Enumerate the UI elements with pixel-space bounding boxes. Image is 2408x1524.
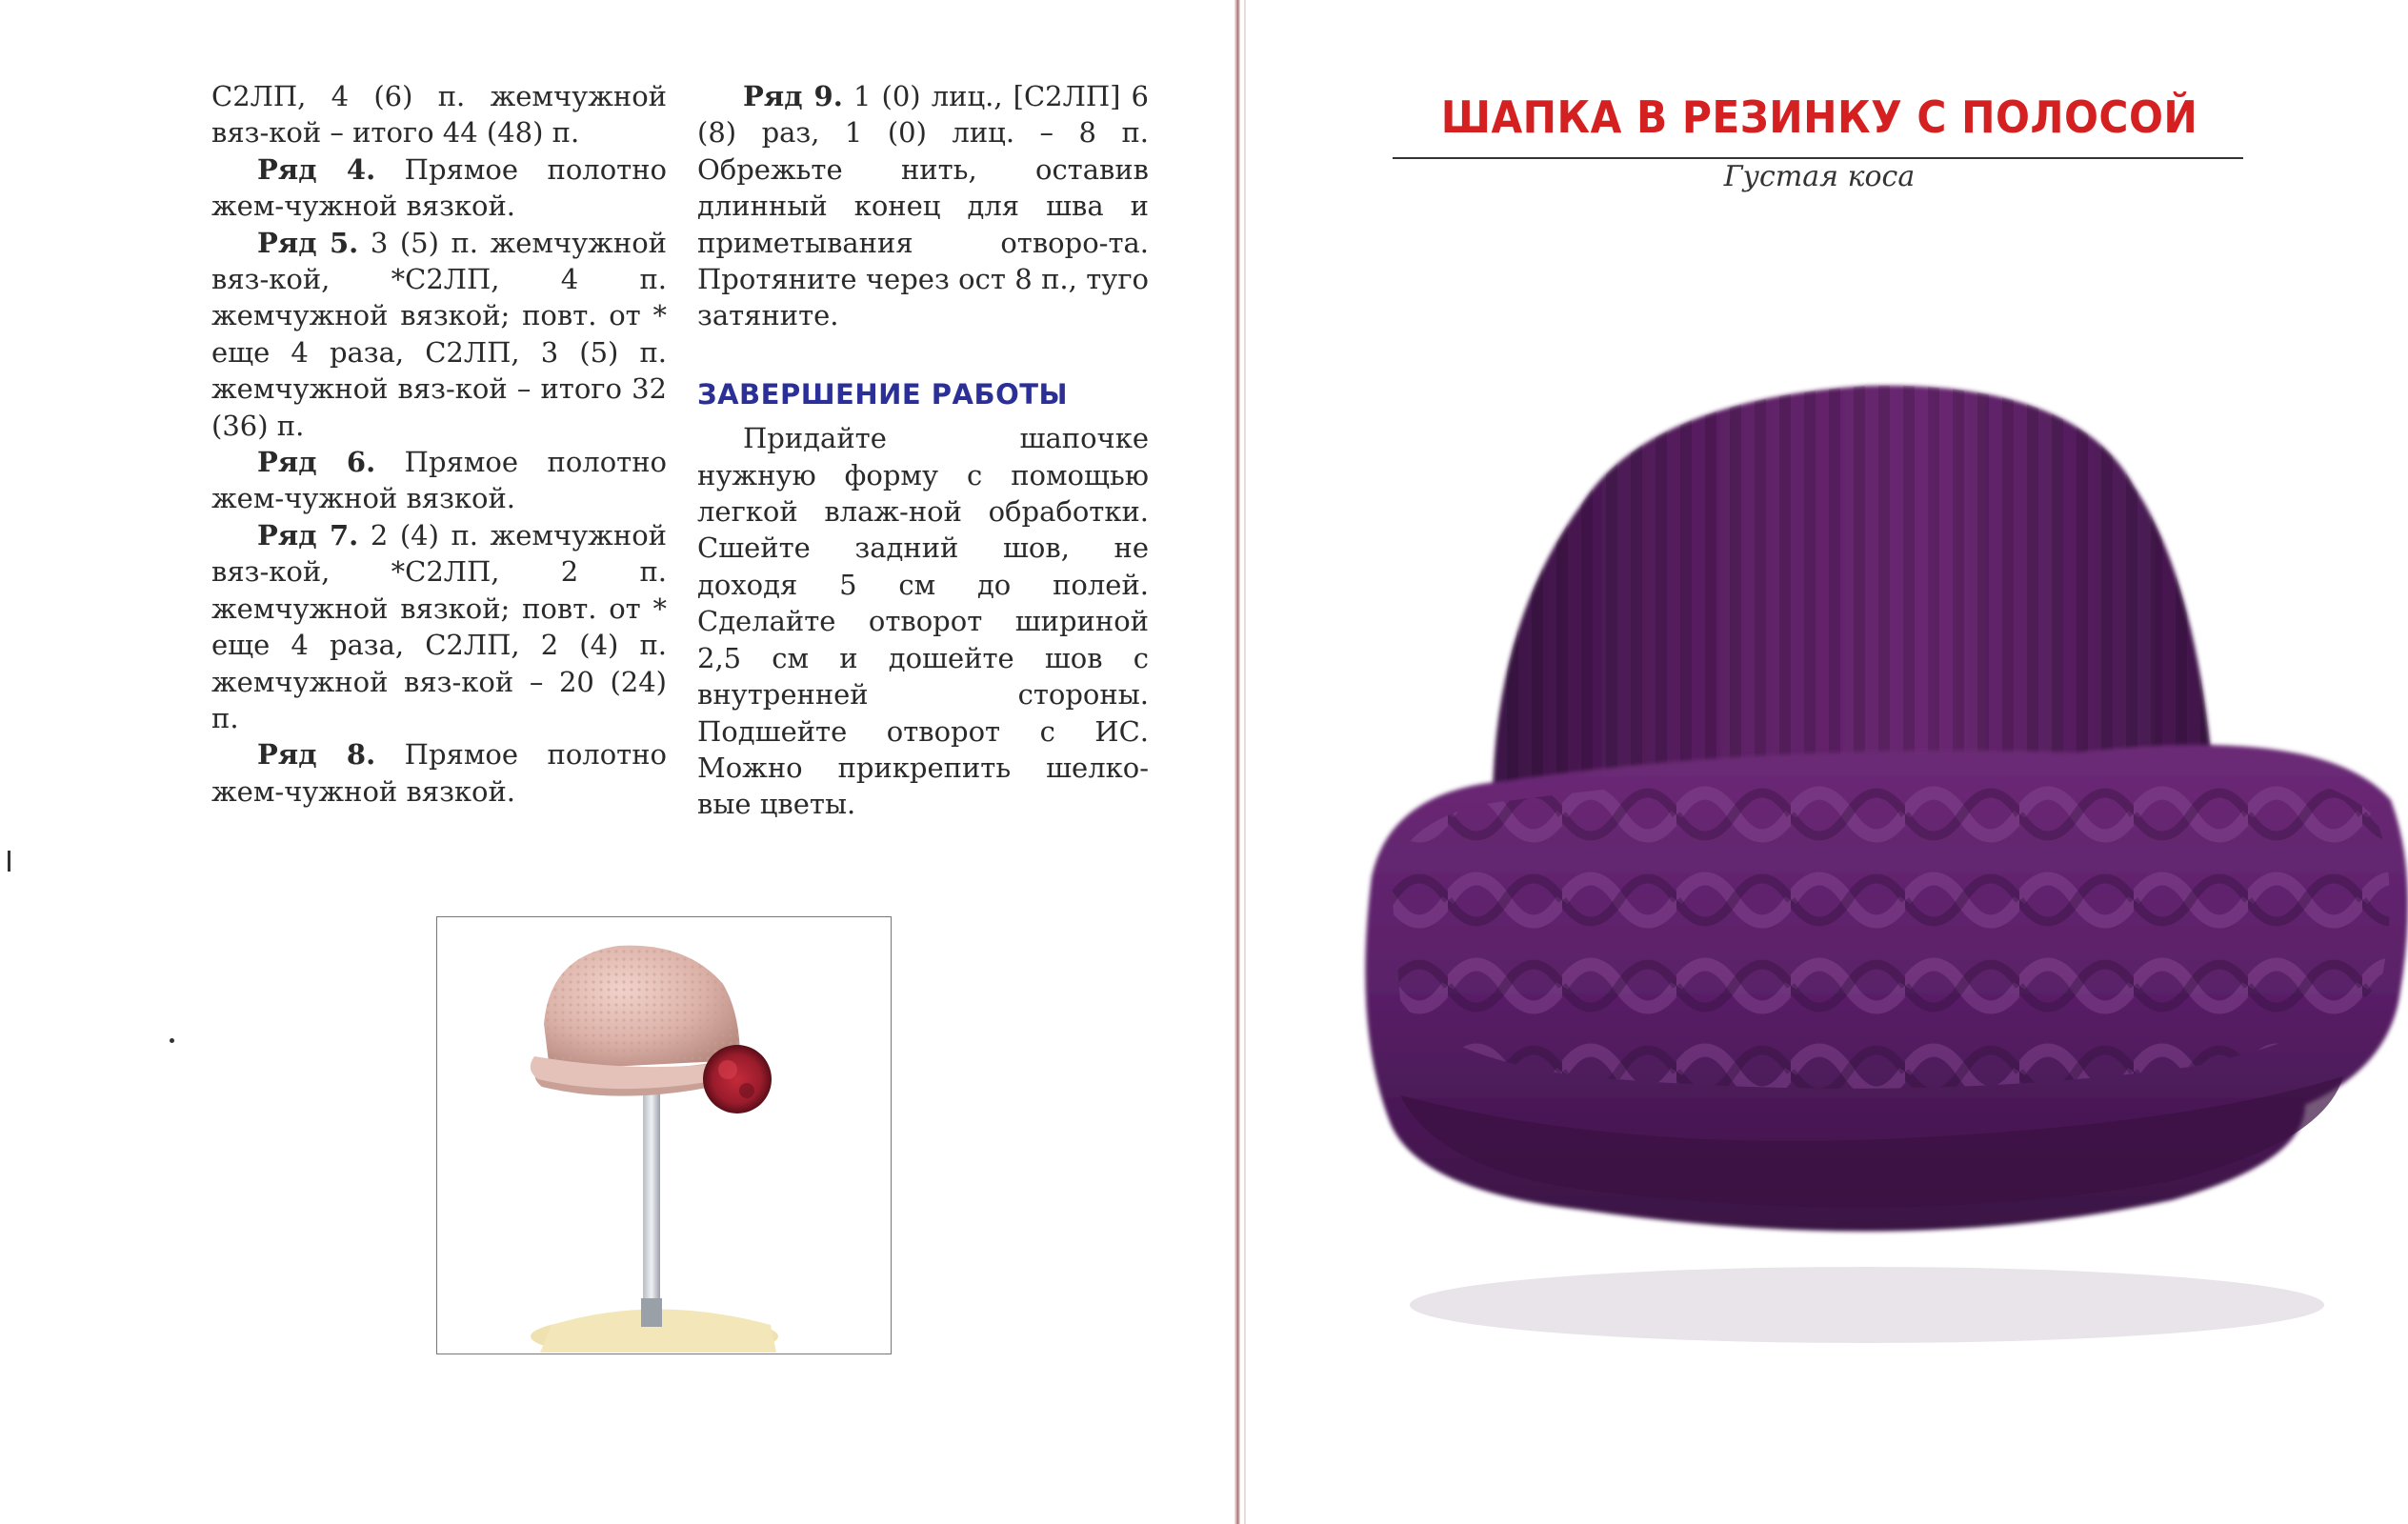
row-label: Ряд 6. (257, 446, 376, 479)
scan-mark (8, 851, 10, 872)
row-text: Прямое полотно жем-чужной вязкой. (211, 738, 667, 808)
paragraph-finishing: Придайте шапочке нужную форму с помощью легкой влаж-ной обработки. Сшейте задний шов, не доходя 5 см до полей. Сделайте отворот шириной 2,5 см и дошейте шов с внутренней стороны. Подшейте отворот с ИС. Можно прикрепить шелко-вые цветы. (697, 422, 1149, 821)
row-label: Ряд 4. (257, 152, 376, 186)
row-label: Ряд 9. (743, 80, 843, 112)
page-subtitle: Густая коса (1723, 160, 1916, 193)
small-hat-photo (436, 916, 892, 1354)
row-label: Ряд 7. (257, 518, 359, 551)
row-label: Ряд 8. (257, 738, 376, 772)
row-text: Прямое полотно жем-чужной вязкой. (211, 152, 667, 223)
text-column-2 (697, 78, 1149, 823)
title-divider (1393, 157, 2243, 159)
paragraph-row-9 (697, 78, 1149, 334)
book-gutter (1234, 0, 1240, 1524)
row-text: 3 (5) п. жемчужной вяз-кой, *С2ЛП, 4 п. жемчужной вязкой; повт. от * еще 4 раза, С2ЛП, 3 (5) п. жемчужной вяз-кой – итого 32 (36) п. (211, 226, 667, 442)
paragraph-row-7 (211, 517, 667, 736)
purple-hat-photo (1334, 343, 2408, 1372)
pink-cloche-hat-illustration (437, 917, 890, 1353)
paragraph-row-5 (211, 225, 667, 444)
paragraph-row-6 (211, 444, 667, 517)
row-text: 2 (4) п. жемчужной вяз-кой, *С2ЛП, 2 п. жемчужной вязкой; повт. от * еще 4 раза, С2ЛП, 2 (4) п. жемчужной вяз-кой – 20 (24) п. (211, 518, 667, 734)
paragraph-row-8 (211, 736, 667, 810)
row-text: 1 (0) лиц., [С2ЛП] 6 (8) раз, 1 (0) лиц. – 8 п. Обрежьте нить, оставив длинный конец для шва и приметывания отворо-та. Протяните через ост 8 п., туго затяните. (697, 80, 1150, 332)
paragraph-row-4 (211, 151, 667, 225)
scan-mark (170, 1038, 174, 1043)
row-label: Ряд 5. (257, 226, 359, 259)
page-title: ШАПКА В РЕЗИНКУ С ПОЛОСОЙ (1440, 91, 2198, 143)
row-text: Прямое полотно жем-чужной вязкой. (211, 446, 667, 515)
section-heading-finishing: ЗАВЕРШЕНИЕ РАБОТЫ (697, 377, 1069, 411)
purple-ribbed-hat-illustration (1334, 343, 2408, 1372)
paragraph-continuation: С2ЛП, 4 (6) п. жемчужной вяз-кой – итого 44 (48) п. (211, 80, 667, 150)
text-column-1 (211, 78, 667, 810)
book-gutter-shadow (1244, 0, 1246, 1524)
